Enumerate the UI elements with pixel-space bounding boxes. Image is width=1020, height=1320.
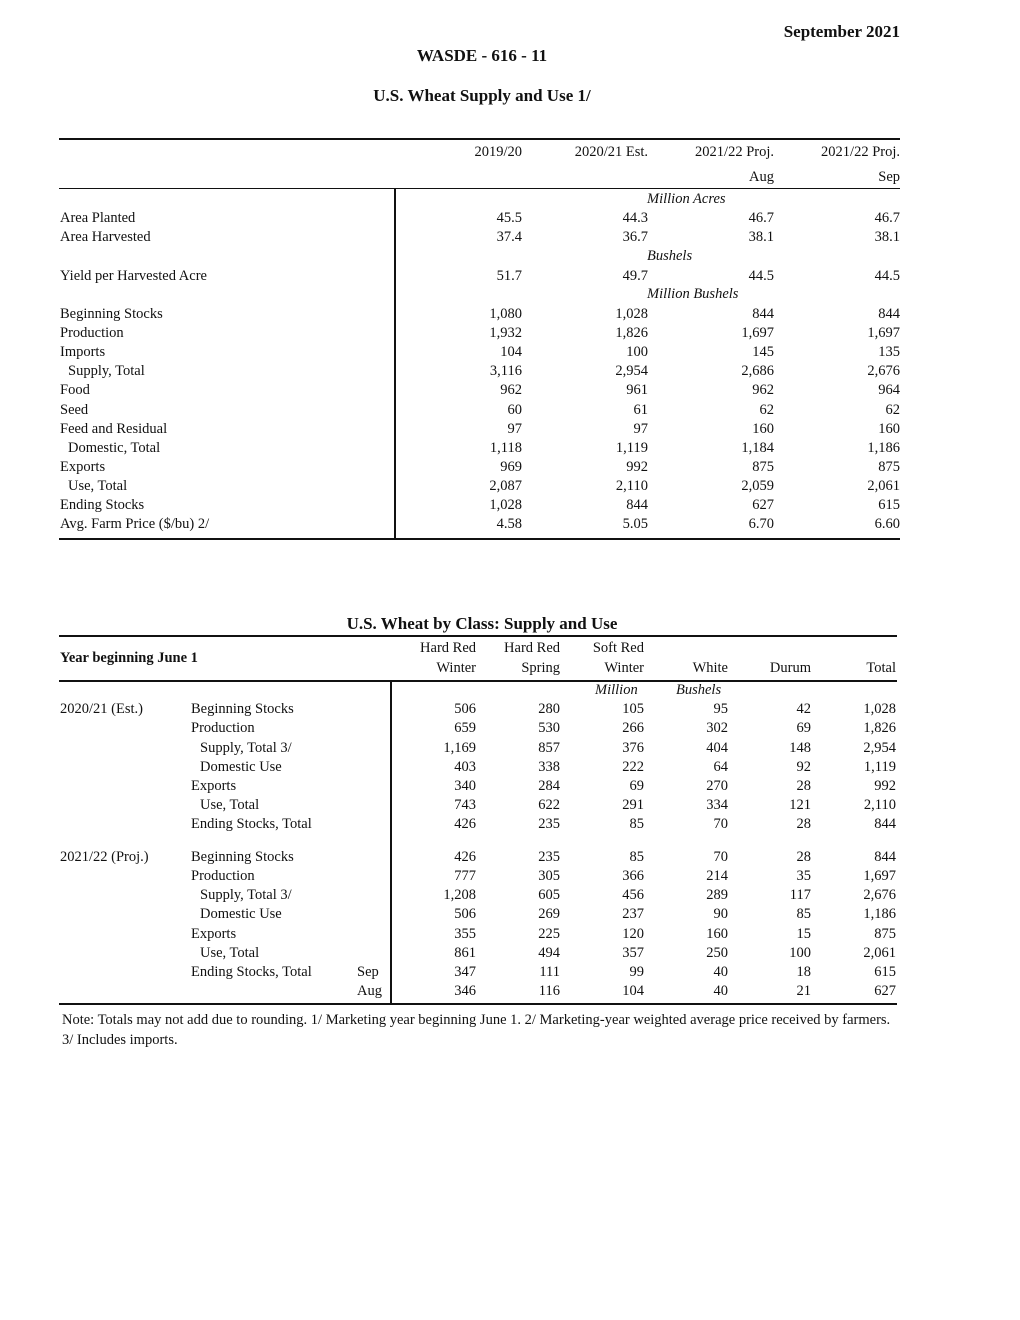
cell-value: 35	[796, 868, 811, 884]
cell-value: 426	[454, 849, 476, 865]
cell-value: 21	[796, 983, 811, 999]
unit-million: Million	[595, 682, 638, 698]
cell-value: 627	[752, 497, 774, 513]
row-label: Production	[191, 868, 255, 884]
cell-value: 627	[874, 983, 896, 999]
cell-value: 135	[878, 344, 900, 360]
table-row	[0, 497, 1020, 516]
cell-value: 346	[454, 983, 476, 999]
cell-value: 964	[878, 382, 900, 398]
cell-value: 284	[538, 778, 560, 794]
row-label: Ending Stocks	[60, 497, 145, 513]
year-header: Year beginning June 1	[60, 650, 198, 666]
cell-value: 95	[713, 701, 728, 717]
row-label: Production	[191, 720, 255, 736]
cell-value: 494	[538, 945, 560, 961]
cell-value: 1,186	[863, 906, 896, 922]
cell-value: 120	[622, 926, 644, 942]
cell-value: 3,116	[489, 363, 522, 379]
table-row	[0, 229, 1020, 248]
table-row	[0, 720, 1020, 739]
cell-value: 40	[713, 964, 728, 980]
cell-value: 45.5	[496, 210, 522, 226]
cell-value: 615	[874, 964, 896, 980]
cell-value: 44.3	[622, 210, 648, 226]
table-row	[0, 868, 1020, 887]
cell-value: 36.7	[622, 229, 648, 245]
cell-value: 875	[874, 926, 896, 942]
cell-value: 347	[454, 964, 476, 980]
cell-value: 97	[633, 421, 648, 437]
cell-value: 28	[796, 778, 811, 794]
cell-value: 64	[713, 759, 728, 775]
column-header: 2020/21 Est.	[574, 144, 648, 160]
row-label: Food	[60, 382, 90, 398]
cell-value: 46.7	[748, 210, 774, 226]
cell-value: 61	[633, 402, 648, 418]
cell-value: 1,119	[863, 759, 896, 775]
cell-value: 992	[874, 778, 896, 794]
cell-value: 777	[454, 868, 476, 884]
table2-title: U.S. Wheat by Class: Supply and Use	[346, 614, 618, 633]
cell-value: 70	[713, 816, 728, 832]
cell-value: 2,087	[489, 478, 522, 494]
cell-value: 269	[538, 906, 560, 922]
cell-value: 49.7	[622, 268, 648, 284]
row-sub-label: Sep	[357, 964, 379, 980]
table2-top-rule	[59, 635, 897, 637]
table-row	[0, 478, 1020, 497]
cell-value: 69	[629, 778, 644, 794]
row-label: Yield per Harvested Acre	[60, 268, 207, 284]
cell-value: 875	[878, 459, 900, 475]
unit-bushels-2: Bushels	[676, 682, 722, 698]
cell-value: 111	[539, 964, 560, 980]
cell-value: 40	[713, 983, 728, 999]
report-code: WASDE - 616 - 11	[416, 46, 548, 65]
cell-value: 280	[538, 701, 560, 717]
cell-value: 1,932	[489, 325, 522, 341]
cell-value: 334	[706, 797, 728, 813]
cell-value: 1,826	[615, 325, 648, 341]
cell-value: 289	[706, 887, 728, 903]
cell-value: 1,028	[863, 701, 896, 717]
cell-value: 456	[622, 887, 644, 903]
table-row	[0, 740, 1020, 759]
column-header-sub: Winter	[436, 660, 476, 676]
cell-value: 37.4	[496, 229, 522, 245]
table-row	[0, 382, 1020, 401]
cell-value: 2,059	[741, 478, 774, 494]
cell-value: 1,697	[741, 325, 774, 341]
cell-value: 2,686	[741, 363, 774, 379]
cell-value: 844	[878, 306, 900, 322]
cell-value: 69	[796, 720, 811, 736]
cell-value: 117	[789, 887, 811, 903]
cell-value: 357	[622, 945, 644, 961]
cell-value: 605	[538, 887, 560, 903]
cell-value: 99	[629, 964, 644, 980]
table-row	[0, 983, 1020, 1002]
cell-value: 659	[454, 720, 476, 736]
cell-value: 44.5	[748, 268, 774, 284]
row-label: Domestic Use	[200, 906, 282, 922]
cell-value: 506	[454, 906, 476, 922]
row-label: Ending Stocks, Total	[191, 964, 312, 980]
cell-value: 214	[706, 868, 728, 884]
row-label: Beginning Stocks	[191, 849, 294, 865]
row-label: Imports	[60, 344, 106, 360]
cell-value: 2,676	[863, 887, 896, 903]
column-header-sub: Total	[866, 660, 896, 676]
cell-value: 121	[789, 797, 811, 813]
table1-title: U.S. Wheat Supply and Use 1/	[373, 86, 591, 105]
cell-value: 1,208	[443, 887, 476, 903]
cell-value: 160	[752, 421, 774, 437]
footnote: Note: Totals may not add due to rounding. 1/ Marketing year beginning June 1. 2/ Marketing-year weighted average price received by farmers. 3/ Includes imports.	[62, 1012, 891, 1048]
table1-bottom-rule	[59, 538, 900, 540]
row-label: Feed and Residual	[60, 421, 168, 437]
cell-value: 403	[454, 759, 476, 775]
cell-value: 85	[796, 906, 811, 922]
cell-value: 622	[538, 797, 560, 813]
cell-value: 355	[454, 926, 476, 942]
row-label: Avg. Farm Price ($/bu) 2/	[60, 516, 210, 532]
cell-value: 962	[500, 382, 522, 398]
cell-value: 148	[789, 740, 811, 756]
cell-value: 1,028	[615, 306, 648, 322]
cell-value: 92	[796, 759, 811, 775]
table-row	[0, 797, 1020, 816]
cell-value: 615	[878, 497, 900, 513]
column-header-sub: White	[692, 660, 728, 676]
table-row	[0, 325, 1020, 344]
row-label: Supply, Total 3/	[200, 740, 292, 756]
cell-value: 338	[538, 759, 560, 775]
cell-value: 237	[622, 906, 644, 922]
table-row	[0, 906, 1020, 925]
cell-value: 376	[622, 740, 644, 756]
cell-value: 100	[626, 344, 648, 360]
cell-value: 305	[538, 868, 560, 884]
column-header-sub: Sep	[878, 169, 900, 185]
year-label: 2021/22 (Proj.)	[60, 849, 149, 865]
row-label: Domestic, Total	[68, 440, 161, 456]
column-header: Hard Red	[420, 640, 476, 656]
cell-value: 160	[706, 926, 728, 942]
row-label: Exports	[60, 459, 106, 475]
cell-value: 844	[752, 306, 774, 322]
cell-value: 85	[629, 849, 644, 865]
cell-value: 992	[626, 459, 648, 475]
table-row	[0, 887, 1020, 906]
table-row	[0, 402, 1020, 421]
cell-value: 2,676	[867, 363, 900, 379]
cell-value: 90	[713, 906, 728, 922]
table-row	[0, 421, 1020, 440]
row-label: Beginning Stocks	[60, 306, 163, 322]
cell-value: 506	[454, 701, 476, 717]
cell-value: 1,118	[489, 440, 522, 456]
column-header: 2019/20	[474, 144, 522, 160]
cell-value: 97	[507, 421, 522, 437]
cell-value: 51.7	[496, 268, 522, 284]
row-label: Use, Total	[200, 797, 260, 813]
cell-value: 2,954	[615, 363, 648, 379]
column-header: Hard Red	[504, 640, 560, 656]
row-label: Supply, Total	[68, 363, 145, 379]
cell-value: 250	[706, 945, 728, 961]
row-sub-label: Aug	[357, 983, 382, 999]
row-label: Use, Total	[68, 478, 128, 494]
cell-value: 2,061	[867, 478, 900, 494]
cell-value: 2,954	[863, 740, 896, 756]
cell-value: 100	[789, 945, 811, 961]
cell-value: 844	[626, 497, 648, 513]
cell-value: 116	[538, 983, 560, 999]
cell-value: 46.7	[874, 210, 900, 226]
cell-value: 44.5	[874, 268, 900, 284]
row-label: Ending Stocks, Total	[191, 816, 312, 832]
cell-value: 266	[622, 720, 644, 736]
cell-value: 18	[796, 964, 811, 980]
cell-value: 1,169	[443, 740, 476, 756]
cell-value: 743	[454, 797, 476, 813]
column-header: 2021/22 Proj.	[821, 144, 900, 160]
cell-value: 844	[874, 849, 896, 865]
cell-value: 2,110	[615, 478, 648, 494]
cell-value: 1,119	[615, 440, 648, 456]
year-label: 2020/21 (Est.)	[60, 701, 143, 717]
column-header-sub: Aug	[749, 169, 774, 185]
cell-value: 961	[626, 382, 648, 398]
table2-header-rule	[59, 680, 897, 682]
table1-header-rule	[59, 188, 900, 189]
cell-value: 38.1	[748, 229, 774, 245]
column-header-sub: Spring	[521, 660, 560, 676]
cell-value: 225	[538, 926, 560, 942]
table2-bottom-rule	[59, 1003, 897, 1005]
cell-value: 222	[622, 759, 644, 775]
cell-value: 104	[622, 983, 644, 999]
cell-value: 1,186	[867, 440, 900, 456]
cell-value: 5.05	[622, 516, 648, 532]
cell-value: 962	[752, 382, 774, 398]
cell-value: 1,080	[489, 306, 522, 322]
cell-value: 235	[538, 816, 560, 832]
column-header-sub: Durum	[769, 660, 811, 676]
cell-value: 105	[622, 701, 644, 717]
cell-value: 62	[885, 402, 900, 418]
cell-value: 28	[796, 816, 811, 832]
column-header: Soft Red	[592, 640, 644, 656]
table-row	[0, 945, 1020, 964]
cell-value: 62	[759, 402, 774, 418]
table-row	[0, 459, 1020, 478]
cell-value: 15	[796, 926, 811, 942]
cell-value: 340	[454, 778, 476, 794]
cell-value: 235	[538, 849, 560, 865]
table-row	[0, 363, 1020, 382]
cell-value: 1,028	[489, 497, 522, 513]
table-row	[0, 849, 1020, 868]
cell-value: 857	[538, 740, 560, 756]
cell-value: 160	[878, 421, 900, 437]
cell-value: 42	[796, 701, 811, 717]
cell-value: 2,110	[863, 797, 896, 813]
cell-value: 969	[500, 459, 522, 475]
cell-value: 145	[752, 344, 774, 360]
report-date: September 2021	[783, 22, 900, 41]
column-header-sub: Winter	[604, 660, 644, 676]
cell-value: 4.58	[496, 516, 522, 532]
table-row	[0, 816, 1020, 835]
cell-value: 6.60	[874, 516, 900, 532]
cell-value: 270	[706, 778, 728, 794]
unit-million-acres: Million Acres	[647, 191, 726, 207]
cell-value: 1,697	[867, 325, 900, 341]
row-label: Area Harvested	[60, 229, 151, 245]
cell-value: 844	[874, 816, 896, 832]
unit-bushels: Bushels	[647, 248, 693, 264]
table-row	[0, 926, 1020, 945]
table-row	[0, 440, 1020, 459]
cell-value: 875	[752, 459, 774, 475]
table-row	[0, 268, 1020, 287]
cell-value: 6.70	[748, 516, 774, 532]
cell-value: 1,826	[863, 720, 896, 736]
cell-value: 60	[507, 402, 522, 418]
row-label: Beginning Stocks	[191, 701, 294, 717]
cell-value: 38.1	[874, 229, 900, 245]
cell-value: 1,184	[741, 440, 774, 456]
row-label: Area Planted	[60, 210, 136, 226]
table-row	[0, 701, 1020, 720]
row-label: Production	[60, 325, 124, 341]
cell-value: 302	[706, 720, 728, 736]
cell-value: 2,061	[863, 945, 896, 961]
table-row	[0, 306, 1020, 325]
table-row	[0, 964, 1020, 983]
table-row	[0, 210, 1020, 229]
cell-value: 861	[454, 945, 476, 961]
row-label: Use, Total	[200, 945, 260, 961]
row-label: Supply, Total 3/	[200, 887, 292, 903]
row-label: Domestic Use	[200, 759, 282, 775]
table-row	[0, 344, 1020, 363]
row-label: Exports	[191, 778, 237, 794]
table-row	[0, 759, 1020, 778]
unit-million-bushels: Million Bushels	[647, 286, 739, 302]
cell-value: 1,697	[863, 868, 896, 884]
cell-value: 85	[629, 816, 644, 832]
row-label: Exports	[191, 926, 237, 942]
table1-top-rule	[59, 138, 900, 140]
table-row	[0, 778, 1020, 797]
cell-value: 28	[796, 849, 811, 865]
cell-value: 70	[713, 849, 728, 865]
row-label: Seed	[60, 402, 89, 418]
cell-value: 404	[706, 740, 728, 756]
cell-value: 104	[500, 344, 522, 360]
column-header: 2021/22 Proj.	[695, 144, 774, 160]
cell-value: 530	[538, 720, 560, 736]
table-row	[0, 516, 1020, 535]
cell-value: 291	[622, 797, 644, 813]
cell-value: 426	[454, 816, 476, 832]
cell-value: 366	[622, 868, 644, 884]
